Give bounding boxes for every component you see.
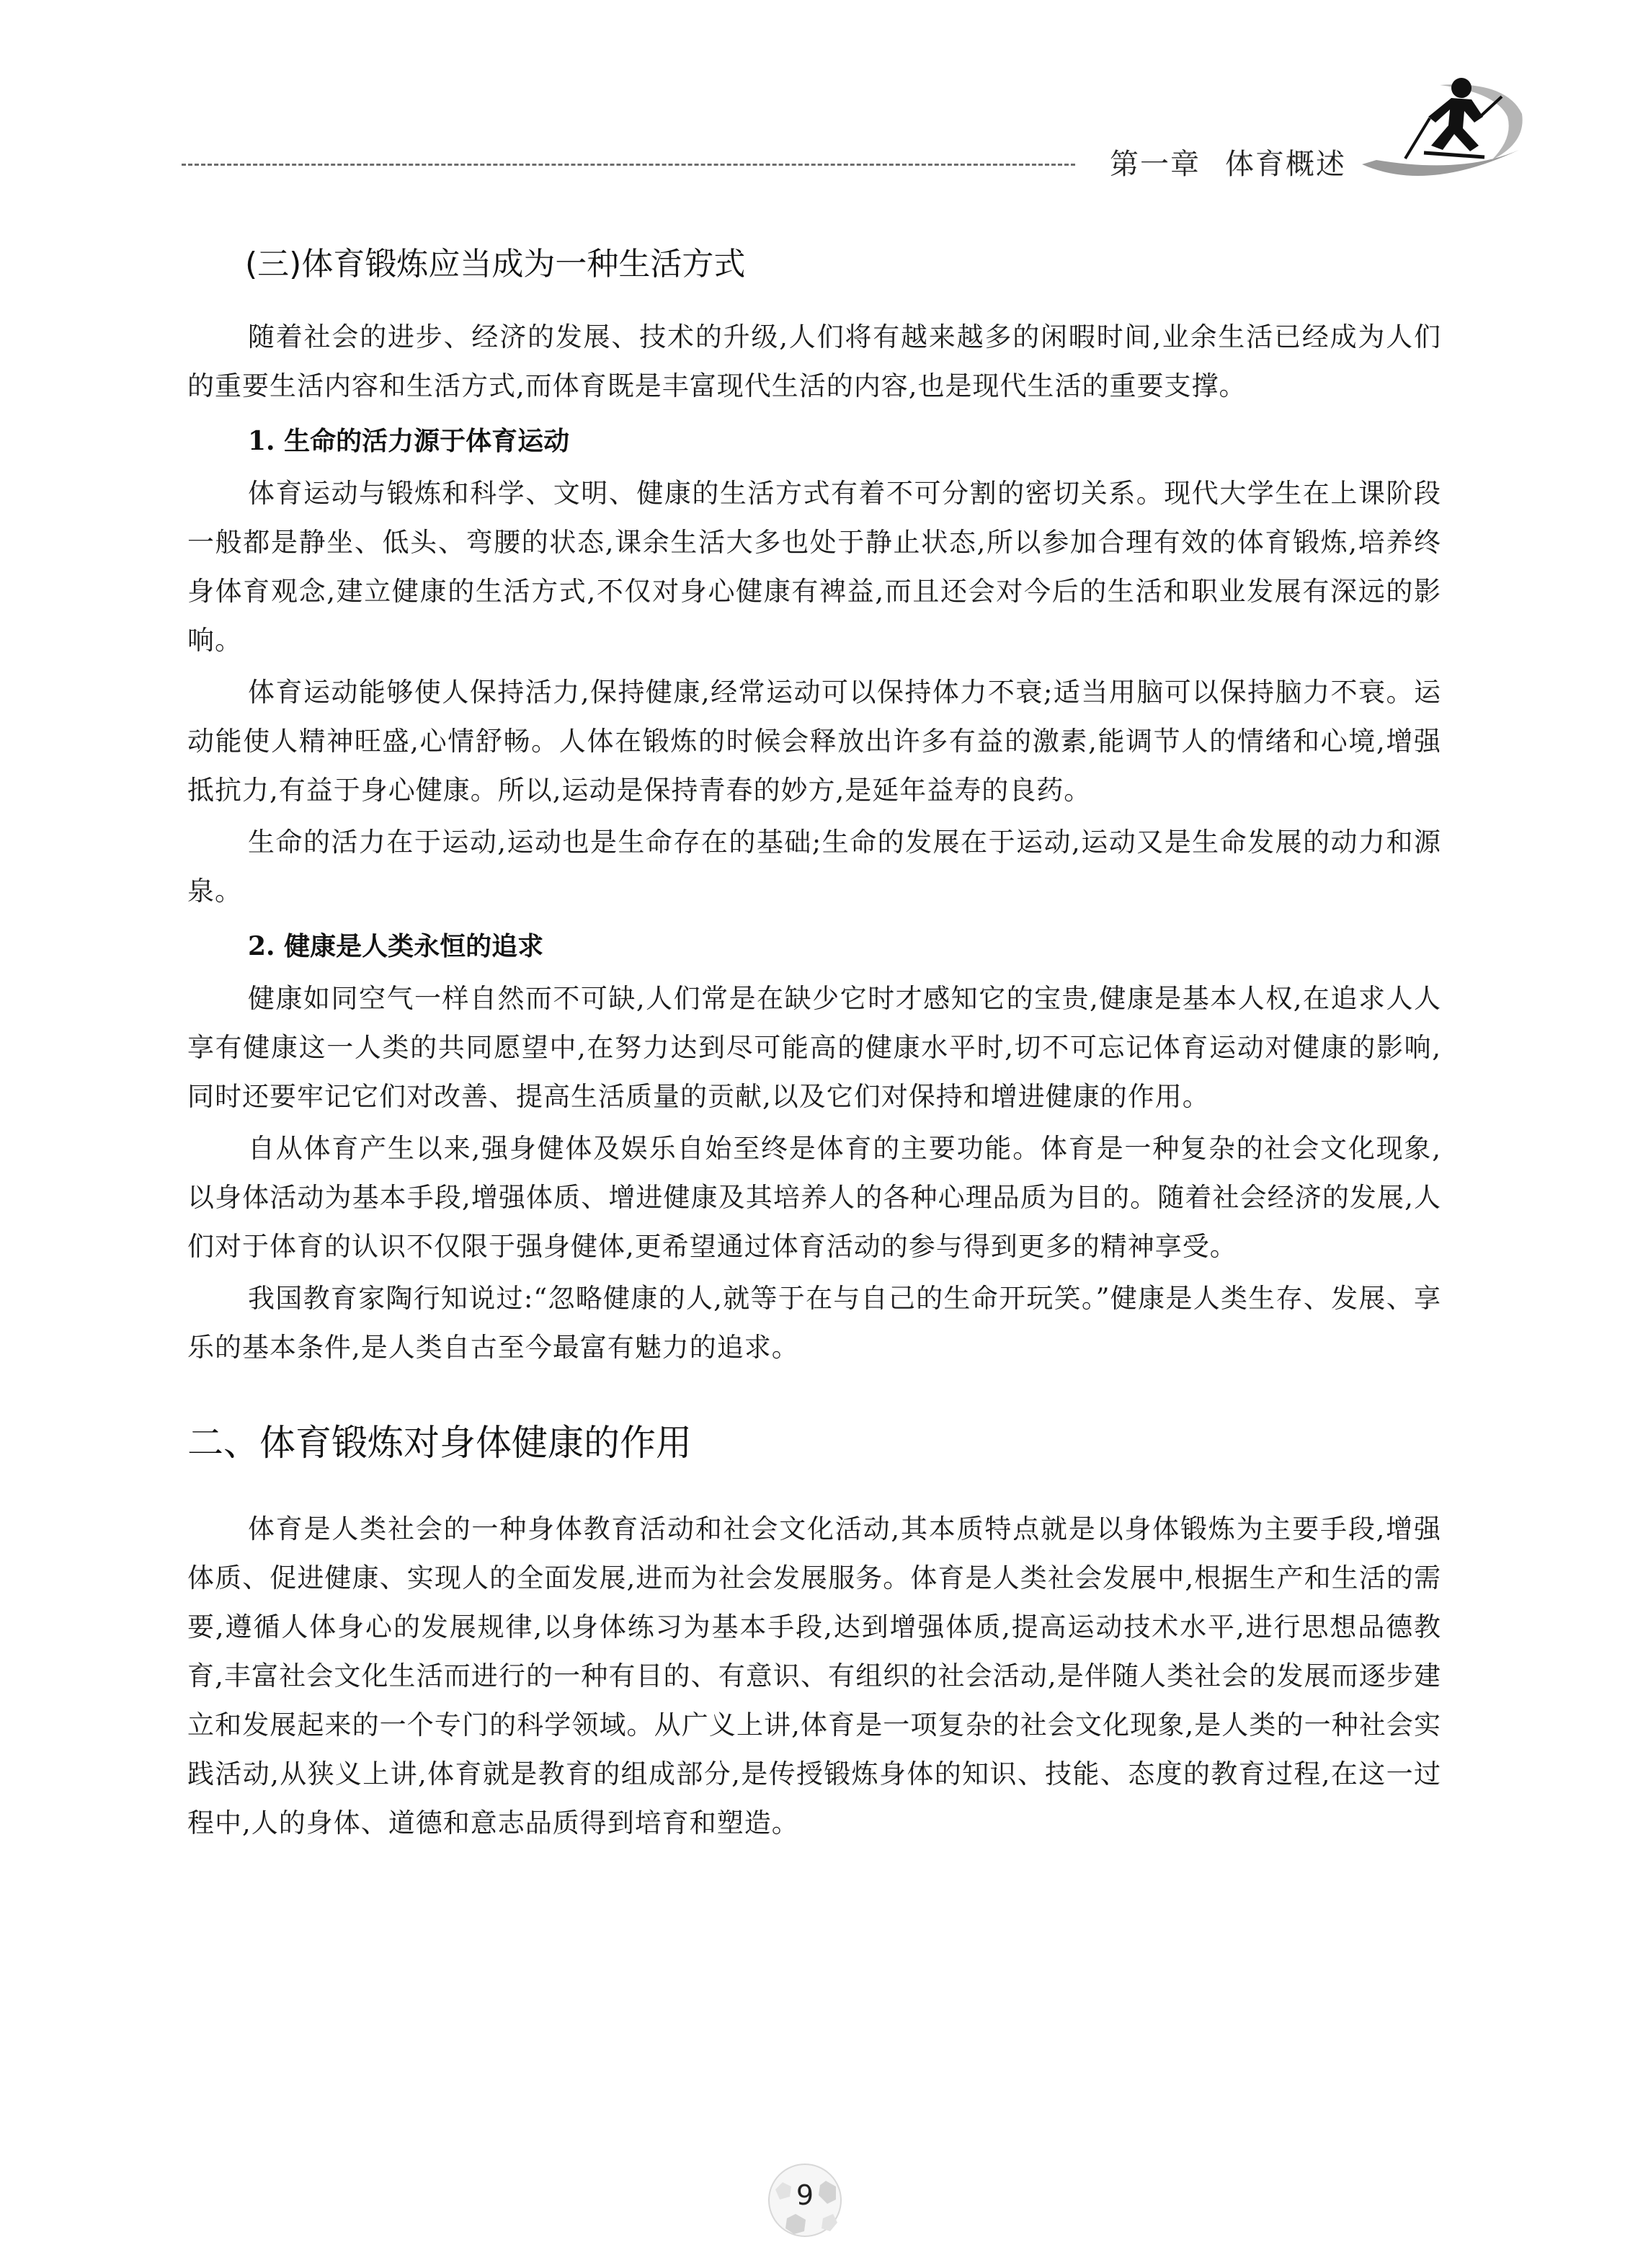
body-paragraph: 体育是人类社会的一种身体教育活动和社会文化活动,其本质特点就是以身体锻炼为主要手段,增强体质、促进健康、实现人的全面发展,进而为社会发展服务。体育是人类社会发展中,根据生产和生活的需要,遵循人体身心的发展规律,以身体练习为基本手段,达到增强体质,提高运动技术水平,进行思想品德教育,丰富社会文化生活而进行的一种有目的、有意识、有组织的社会活动,是伴随人类社会的发展而逐步建立和发展起来的一个专门的科学领域。从广义上讲,体育是一项复杂的社会文化现象,是人类的一种社会实践活动,从狭义上讲,体育就是教育的组成部分,是传授锻炼身体的知识、技能、态度的教育过程,在这一过程中,人的身体、道德和意志品质得到培育和塑造。 (187, 1513, 1441, 1838)
page-number-badge (765, 2161, 845, 2240)
chapter-title (1110, 141, 1346, 182)
page-content (187, 238, 1441, 1851)
header-dashed-rule (182, 164, 1075, 166)
body-paragraph: 体育运动与锻炼和科学、文明、健康的生活方式有着不可分割的密切关系。现代大学生在上课阶段一般都是静坐、低头、弯腰的状态,课余生活大多也处于静止状态,所以参加合理有效的体育锻炼,培养终身体育观念,建立健康的生活方式,不仅对身心健康有裨益,而且还会对今后的生活和职业发展有深远的影响。 (187, 478, 1441, 656)
section-heading: 二、体育锻炼对身体健康的作用 (187, 1422, 692, 1464)
subsection-heading: (三)体育锻炼应当成为一种生活方式 (245, 246, 746, 283)
body-paragraph: 我国教育家陶行知说过:“忽略健康的人,就等于在与自己的生命开玩笑。”健康是人类生存、发展、享乐的基本条件,是人类自古至今最富有魅力的追求。 (187, 1283, 1441, 1363)
page-header (0, 0, 1625, 187)
body-paragraph: 健康如同空气一样自然而不可缺,人们常是在缺少它时才感知它的宝贵,健康是基本人权,在追求人人享有健康这一人类的共同愿望中,在努力达到尽可能高的健康水平时,切不可忘记体育运动对健康的影响,同时还要牢记它们对改善、提高生活质量的贡献,以及它们对保持和增进健康的作用。 (187, 983, 1441, 1112)
body-paragraph: 自从体育产生以来,强身健体及娱乐自始至终是体育的主要功能。体育是一种复杂的社会文化现象,以身体活动为基本手段,增强体质、增进健康及其培养人的各种心理品质为目的。随着社会经济的发展,人们对于体育的认识不仅限于强身健体,更希望通过体育活动的参与得到更多的精神享受。 (187, 1133, 1441, 1262)
page-number: 9 (796, 2179, 814, 2211)
minor-heading: 2. 健康是人类永恒的追求 (248, 931, 544, 961)
chapter-name: 体育概述 (1225, 148, 1346, 181)
minor-heading: 1. 生命的活力源于体育运动 (248, 426, 570, 456)
body-paragraph: 生命的活力在于运动,运动也是生命存在的基础;生命的发展在于运动,运动又是生命发展的动力和源泉。 (187, 827, 1441, 907)
cross-country-skier-icon (1355, 72, 1528, 195)
body-paragraph: 体育运动能够使人保持活力,保持健康,经常运动可以保持体力不衰;适当用脑可以保持脑力不衰。运动能使人精神旺盛,心情舒畅。人体在锻炼的时候会释放出许多有益的激素,能调节人的情绪和心境,增强抵抗力,有益于身心健康。所以,运动是保持青春的妙方,是延年益寿的良药。 (187, 677, 1441, 806)
chapter-number: 第一章 (1110, 148, 1201, 181)
body-paragraph: 随着社会的进步、经济的发展、技术的升级,人们将有越来越多的闲暇时间,业余生活已经成为人们的重要生活内容和生活方式,而体育既是丰富现代生活的内容,也是现代生活的重要支撑。 (187, 321, 1441, 401)
